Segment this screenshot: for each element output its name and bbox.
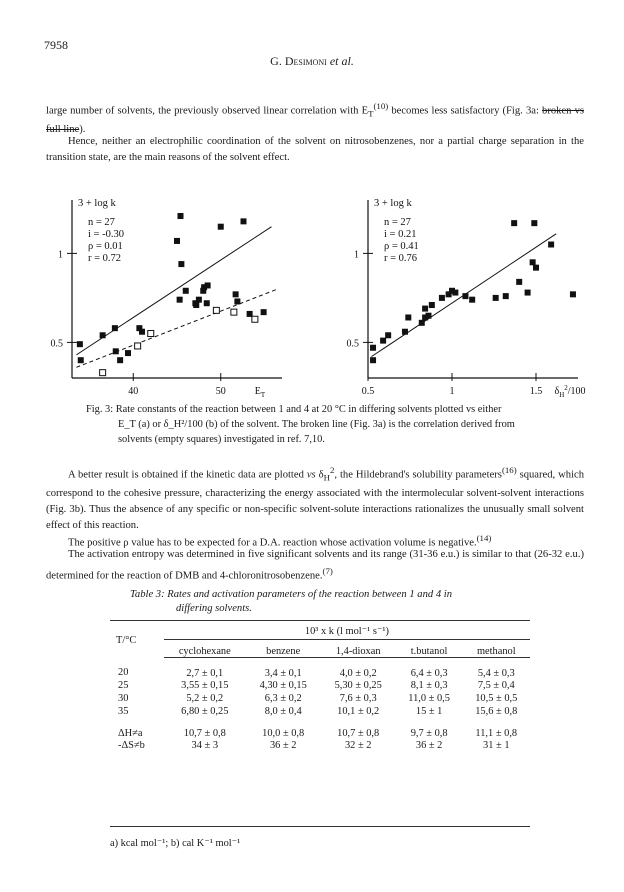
data-point-filled bbox=[531, 220, 537, 226]
data-point-empty bbox=[213, 307, 219, 313]
stat-label: i = 0.21 bbox=[384, 229, 417, 240]
data-point-filled bbox=[530, 259, 536, 265]
data-point-filled bbox=[405, 314, 411, 320]
y-axis-label: 3 + log k bbox=[374, 198, 412, 209]
row-label: 30 bbox=[118, 692, 129, 704]
row-label: 35 bbox=[118, 705, 129, 717]
data-point-filled bbox=[204, 300, 210, 306]
data-point-filled bbox=[112, 325, 118, 331]
table-row bbox=[110, 657, 530, 679]
data-point-filled bbox=[380, 338, 386, 344]
data-point-filled bbox=[178, 213, 184, 219]
column-header-0: cyclohexane bbox=[164, 639, 246, 657]
data-point-filled bbox=[511, 220, 517, 226]
table-row bbox=[110, 692, 530, 705]
stat-label: ρ = 0.41 bbox=[384, 241, 419, 252]
table-cell: 5,2 ± 0,2 bbox=[186, 692, 224, 704]
table-cell: 10,7 ± 0,8 bbox=[337, 727, 380, 739]
table-cell: 5,4 ± 0,3 bbox=[477, 667, 515, 679]
stat-label: ρ = 0.01 bbox=[88, 241, 123, 252]
table-caption: Table 3: Rates and activation parameters of the reaction between 1 and 4 in differing solvents. bbox=[130, 589, 452, 614]
y-tick-label: 1 bbox=[58, 249, 63, 261]
table-cell: 34 ± 3 bbox=[191, 739, 219, 751]
row-label: 20 bbox=[118, 667, 129, 679]
stat-label: r = 0.76 bbox=[384, 253, 418, 264]
paragraph-4: The positive ρ value has to be expected for a D.A. reaction whose activation volume is negative.$^{(14)}$ bbox=[68, 533, 492, 549]
x-tick-label: 1.5 bbox=[529, 386, 543, 397]
data-point-filled bbox=[234, 298, 240, 304]
data-point-filled bbox=[493, 295, 499, 301]
table-cell: 6,3 ± 0,2 bbox=[264, 692, 302, 704]
data-point-filled bbox=[370, 345, 376, 351]
data-point-filled bbox=[139, 329, 145, 335]
group-header: 10³ x k (l mol⁻¹ s⁻¹) bbox=[304, 625, 389, 637]
y-tick-label: 0.5 bbox=[346, 338, 359, 350]
paragraph-1: large number of solvents, the previously observed linear correlation with $E_T^{(10)}$ becomes less satisfactory (Fig. 3a: broken vs full line). bbox=[46, 101, 584, 135]
x-tick-label: 0.5 bbox=[361, 386, 375, 397]
data-point-filled bbox=[233, 291, 239, 297]
data-point-filled bbox=[429, 302, 435, 308]
table-row bbox=[110, 718, 530, 739]
table-cell: 36 ± 2 bbox=[415, 739, 443, 751]
table-cell: 11,1 ± 0,8 bbox=[475, 727, 518, 739]
table-footnote: a) kcal mol⁻¹; b) cal K⁻¹ mol⁻¹ bbox=[110, 838, 241, 849]
table-cell: 8,0 ± 0,4 bbox=[264, 705, 302, 717]
table-row bbox=[110, 739, 530, 752]
data-point-filled bbox=[125, 350, 131, 356]
table-row bbox=[110, 705, 530, 718]
table-top-rule bbox=[110, 620, 530, 621]
table-cell: 36 ± 2 bbox=[269, 739, 297, 751]
data-point-empty bbox=[231, 309, 237, 315]
data-point-filled bbox=[183, 288, 189, 294]
table-cell: 31 ± 1 bbox=[483, 739, 510, 751]
paragraph-2: Hence, neither an electrophilic coordination of the solvent on nitrosobenzenes, nor a partial charge separation in the transition state, are the main reasons of the solvent effect. bbox=[46, 136, 584, 163]
data-point-filled bbox=[385, 332, 391, 338]
data-point-filled bbox=[469, 297, 475, 303]
column-header-1: benzene bbox=[246, 639, 321, 657]
data-point-filled bbox=[462, 293, 468, 299]
table-cell: 10,0 ± 0,8 bbox=[262, 727, 305, 739]
data-point-empty bbox=[135, 343, 141, 349]
table-cell: 15 ± 1 bbox=[415, 705, 443, 717]
data-point-filled bbox=[241, 218, 247, 224]
data-point-filled bbox=[533, 265, 539, 271]
table-cell: 9,7 ± 0,8 bbox=[410, 727, 448, 739]
data-point-filled bbox=[452, 290, 458, 296]
page-number: 7958 bbox=[44, 38, 68, 52]
table-cell: 10,5 ± 0,5 bbox=[475, 692, 518, 704]
x-tick-label: 50 bbox=[215, 386, 226, 397]
data-point-empty bbox=[252, 316, 258, 322]
data-point-filled bbox=[419, 320, 425, 326]
table-cell: 8,1 ± 0,3 bbox=[410, 679, 448, 691]
stat-label: n = 27 bbox=[88, 217, 115, 228]
table-cell: 15,6 ± 0,8 bbox=[475, 705, 518, 717]
x-tick-label: 40 bbox=[128, 386, 139, 397]
data-point-empty bbox=[100, 370, 106, 376]
running-head: G. Desimoni et al. bbox=[270, 54, 354, 68]
data-point-filled bbox=[370, 357, 376, 363]
chart-panel-b bbox=[347, 198, 586, 399]
table-cell: 32 ± 2 bbox=[344, 739, 372, 751]
data-point-filled bbox=[193, 302, 199, 308]
chart-panel-a bbox=[51, 198, 283, 399]
data-point-filled bbox=[525, 290, 531, 296]
stat-label: i = -0.30 bbox=[88, 229, 124, 240]
table-cell: 11,0 ± 0,5 bbox=[408, 692, 450, 704]
y-tick-label: 1 bbox=[354, 249, 359, 261]
table-cell: 10,7 ± 0,8 bbox=[183, 727, 226, 739]
table-bottom-rule bbox=[110, 826, 530, 827]
data-point-filled bbox=[178, 261, 184, 267]
data-point-filled bbox=[548, 242, 554, 248]
figure-caption: Fig. 3: Rate constants of the reaction between 1 and 4 at 20 °C in differing solvents plotted vs either E_T (a) or δ_H²/100 (b) of the solvent. The broken line (Fig. 3a) is the correlation derived from solvents (empty squares) investigated in ref. 7,10. bbox=[86, 404, 515, 445]
stat-label: r = 0.72 bbox=[88, 253, 122, 264]
rates-table bbox=[110, 623, 530, 752]
data-point-filled bbox=[439, 295, 445, 301]
data-point-filled bbox=[78, 357, 84, 363]
stat-label: n = 27 bbox=[384, 217, 411, 228]
data-point-filled bbox=[205, 282, 211, 288]
data-point-filled bbox=[174, 238, 180, 244]
table-cell: 2,7 ± 0,1 bbox=[186, 667, 224, 679]
row-label: ΔH≠a bbox=[118, 727, 143, 739]
data-point-filled bbox=[77, 341, 83, 347]
table-cell: 10,1 ± 0,2 bbox=[337, 705, 380, 717]
data-point-filled bbox=[218, 224, 224, 230]
table-cell: 4,0 ± 0,2 bbox=[339, 667, 377, 679]
table-cell: 7,5 ± 0,4 bbox=[477, 679, 515, 691]
data-point-filled bbox=[516, 279, 522, 285]
figure-3 bbox=[46, 192, 586, 402]
data-point-filled bbox=[503, 293, 509, 299]
row-label: -ΔS≠b bbox=[118, 739, 145, 751]
table-cell: 3,55 ± 0,15 bbox=[181, 679, 229, 691]
column-header-row bbox=[110, 639, 530, 657]
column-header-2: 1,4-dioxan bbox=[321, 639, 396, 657]
table-cell: 3,4 ± 0,1 bbox=[264, 667, 302, 679]
paragraph-5: The activation entropy was determined in five significant solvents and its range (31-36 e.u.) is similar to that (26-32 e.u.) determined for the reaction of DMB and 4-chloronitrosobenzene.$^{(7)}$ bbox=[46, 549, 584, 582]
data-point-filled bbox=[100, 332, 106, 338]
data-point-filled bbox=[570, 291, 576, 297]
x-axis-label: $\delta_H^2/100$ bbox=[554, 384, 586, 399]
table-cell: 7,6 ± 0,3 bbox=[339, 692, 377, 704]
x-axis-label: $E_T$ bbox=[254, 386, 266, 399]
row-header: T/°C bbox=[116, 634, 137, 646]
x-tick-label: 1 bbox=[449, 386, 455, 397]
data-point-filled bbox=[402, 329, 408, 335]
row-label: 25 bbox=[118, 679, 129, 691]
data-point-filled bbox=[177, 297, 183, 303]
column-header-4: methanol bbox=[463, 639, 530, 657]
data-point-filled bbox=[261, 309, 267, 315]
table-cell: 5,30 ± 0,25 bbox=[334, 679, 382, 691]
table-cell: 6,80 ± 0,25 bbox=[181, 705, 229, 717]
y-axis-label: 3 + log k bbox=[78, 198, 116, 209]
data-point-filled bbox=[113, 348, 119, 354]
table-cell: 4,30 ± 0,15 bbox=[259, 679, 307, 691]
paragraph-3: A better result is obtained if the kinetic data are plotted vs $\delta_H^2$, the Hildebrand's solubility parameters$^{(16)}$ squared, which correspond to the cohesive pressure, characterizing the energy associated with the intermolecular solvent-solvent interactions (Fig. 3b). Thus the absence of any specific or non-specific solvent-solute interactions rationalizes the unusually small solvent effect of this reaction. bbox=[46, 465, 585, 531]
data-point-filled bbox=[422, 306, 428, 312]
data-point-empty bbox=[148, 331, 154, 337]
data-point-filled bbox=[117, 357, 123, 363]
table-row bbox=[110, 679, 530, 692]
column-header-3: t.butanol bbox=[396, 639, 463, 657]
y-tick-label: 0.5 bbox=[50, 338, 63, 350]
table-cell: 6,4 ± 0,3 bbox=[410, 667, 448, 679]
data-point-filled bbox=[196, 297, 202, 303]
data-point-filled bbox=[425, 313, 431, 319]
